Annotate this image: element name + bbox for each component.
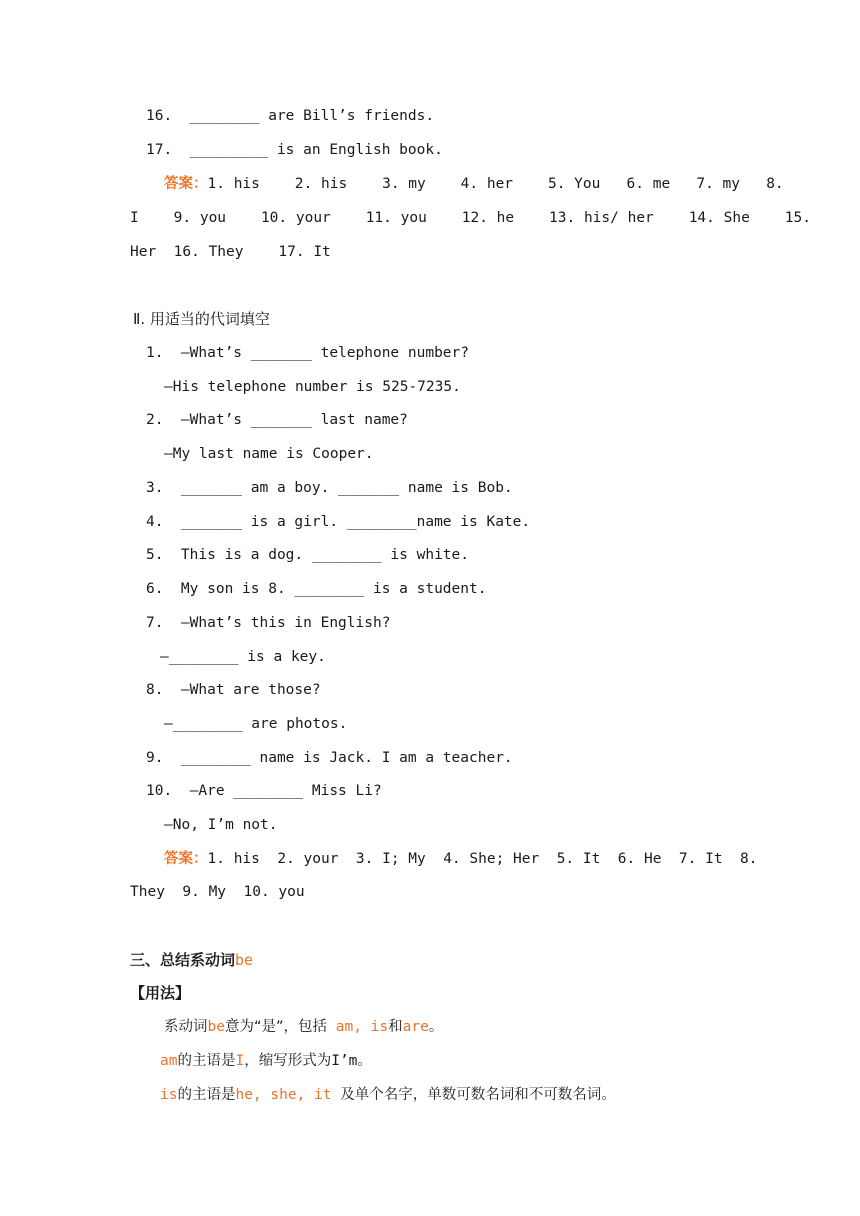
- usage-text: 的主语是: [177, 1053, 236, 1069]
- question-10-reply: —No, I’m not.: [164, 817, 278, 833]
- question-7: 7. —What’s this in English?: [146, 615, 391, 631]
- question-8: 8. —What are those?: [146, 682, 321, 698]
- usage-text: 。: [357, 1053, 372, 1069]
- question-10: 10. —Are ________ Miss Li?: [146, 783, 382, 799]
- question-16: 16. ________ are Bill’s friends.: [146, 108, 435, 124]
- keyword-am: am,: [335, 1019, 362, 1035]
- answer-block-2-line-2: They 9. My 10. you: [130, 884, 305, 900]
- question-7-reply: —________ is a key.: [160, 649, 326, 665]
- usage-text: ，缩写形式为: [244, 1053, 332, 1069]
- answer-label: 答案：: [164, 176, 208, 192]
- answer-block-1-line-2: I 9. you 10. your 11. you 12. he 13. his/ her 14. She 15.: [130, 210, 811, 226]
- section-heading-2: Ⅱ. 用适当的代词填空: [133, 310, 270, 328]
- keyword-is: is: [160, 1087, 178, 1103]
- question-2-reply: —My last name is Cooper.: [164, 446, 374, 462]
- keyword-am: am: [160, 1053, 178, 1069]
- answer-label: 答案：: [164, 851, 208, 867]
- answer-block-2-line-1: [164, 849, 757, 869]
- question-1: 1. —What’s _______ telephone number?: [146, 345, 470, 361]
- usage-text: 系动词: [164, 1019, 208, 1035]
- section-heading-3-text: 三、总结系动词: [130, 951, 236, 969]
- answer-text: 1. his 2. his 3. my 4. her 5. You 6. me 7. my 8.: [207, 176, 784, 192]
- question-3: 3. _______ am a boy. _______ name is Bob.: [146, 480, 513, 496]
- usage-text: 的主语是: [177, 1087, 236, 1103]
- usage-text: 。: [428, 1019, 444, 1035]
- usage-text: 及单个名字，单数可数名词和不可数名词。: [340, 1087, 616, 1103]
- section-heading-3: [130, 950, 253, 970]
- question-8-reply: —________ are photos.: [164, 716, 348, 732]
- usage-line-1: [164, 1017, 443, 1037]
- keyword-is: is: [370, 1019, 389, 1035]
- section-heading-3-be: be: [235, 951, 254, 969]
- usage-line-3: [160, 1085, 616, 1105]
- keyword-pronouns: he, she, it: [235, 1087, 332, 1103]
- keyword-be: be: [207, 1019, 225, 1035]
- usage-text: 和: [388, 1019, 403, 1035]
- answer-block-1-line-3: Her 16. They 17. It: [130, 244, 331, 260]
- question-2: 2. —What’s _______ last name?: [146, 412, 408, 428]
- usage-text: 意为“是”，包括: [224, 1019, 327, 1035]
- question-4: 4. _______ is a girl. ________name is Kate.: [146, 514, 531, 530]
- keyword-i: I: [235, 1053, 245, 1069]
- keyword-are: are: [402, 1019, 429, 1035]
- question-9: 9. ________ name is Jack. I am a teacher.: [146, 750, 513, 766]
- question-6: 6. My son is 8. ________ is a student.: [146, 581, 487, 597]
- usage-label: 【用法】: [130, 984, 191, 1002]
- usage-line-2: [160, 1051, 372, 1071]
- answer-text: 1. his 2. your 3. I; My 4. She; Her 5. It 6. He 7. It 8.: [207, 851, 758, 867]
- question-1-reply: —His telephone number is 525-7235.: [164, 379, 461, 395]
- contraction-im: I’m: [331, 1053, 358, 1069]
- answer-block-1-line-1: [164, 174, 784, 194]
- question-17: 17. _________ is an English book.: [146, 142, 443, 158]
- question-5: 5. This is a dog. ________ is white.: [146, 547, 470, 563]
